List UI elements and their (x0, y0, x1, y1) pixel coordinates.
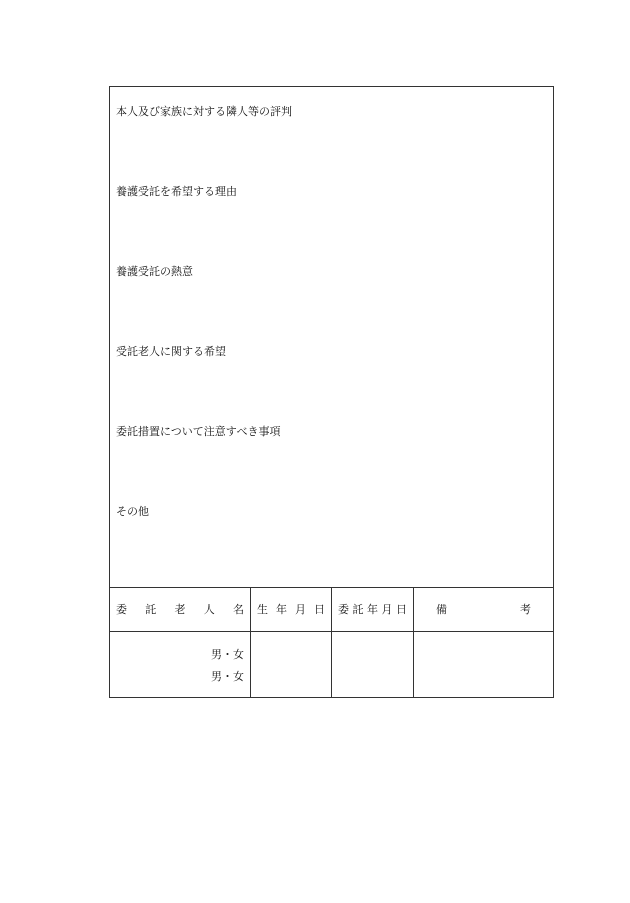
section-notes-label: 委託措置について注意すべき事項 (116, 425, 281, 438)
commission-table (110, 587, 553, 697)
header-char: 託 (352, 603, 364, 616)
header-char: 老 (174, 603, 186, 616)
header-elderly-name (110, 587, 250, 631)
row-2-gender: 男・女 (211, 670, 244, 683)
header-char: 日 (314, 603, 325, 616)
header-char: 月 (295, 603, 306, 616)
header-char: 日 (396, 603, 407, 616)
header-commission-date (332, 587, 413, 631)
header-char: 委 (338, 603, 349, 616)
section-other-label: その他 (116, 505, 149, 518)
header-char: 月 (381, 603, 393, 616)
section-neighbor-reputation-label: 本人及び家族に対する隣人等の評判 (116, 105, 292, 118)
header-char: 考 (520, 603, 531, 616)
header-char: 託 (145, 603, 157, 616)
header-char: 備 (436, 603, 447, 616)
header-birthdate (251, 587, 331, 631)
section-reason-label: 養護受託を希望する理由 (116, 185, 237, 198)
header-char: 名 (233, 603, 244, 616)
header-char: 生 (257, 603, 268, 616)
header-remarks (414, 587, 553, 631)
elderly-care-form (109, 86, 554, 698)
header-char: 委 (116, 603, 127, 616)
section-request-label: 受託老人に関する希望 (116, 345, 226, 358)
form-sections (110, 87, 553, 587)
row-1-gender: 男・女 (211, 648, 244, 661)
header-char: 人 (203, 603, 215, 616)
header-char: 年 (276, 603, 287, 616)
header-char: 年 (367, 603, 378, 616)
section-enthusiasm-label: 養護受託の熱意 (116, 265, 193, 278)
